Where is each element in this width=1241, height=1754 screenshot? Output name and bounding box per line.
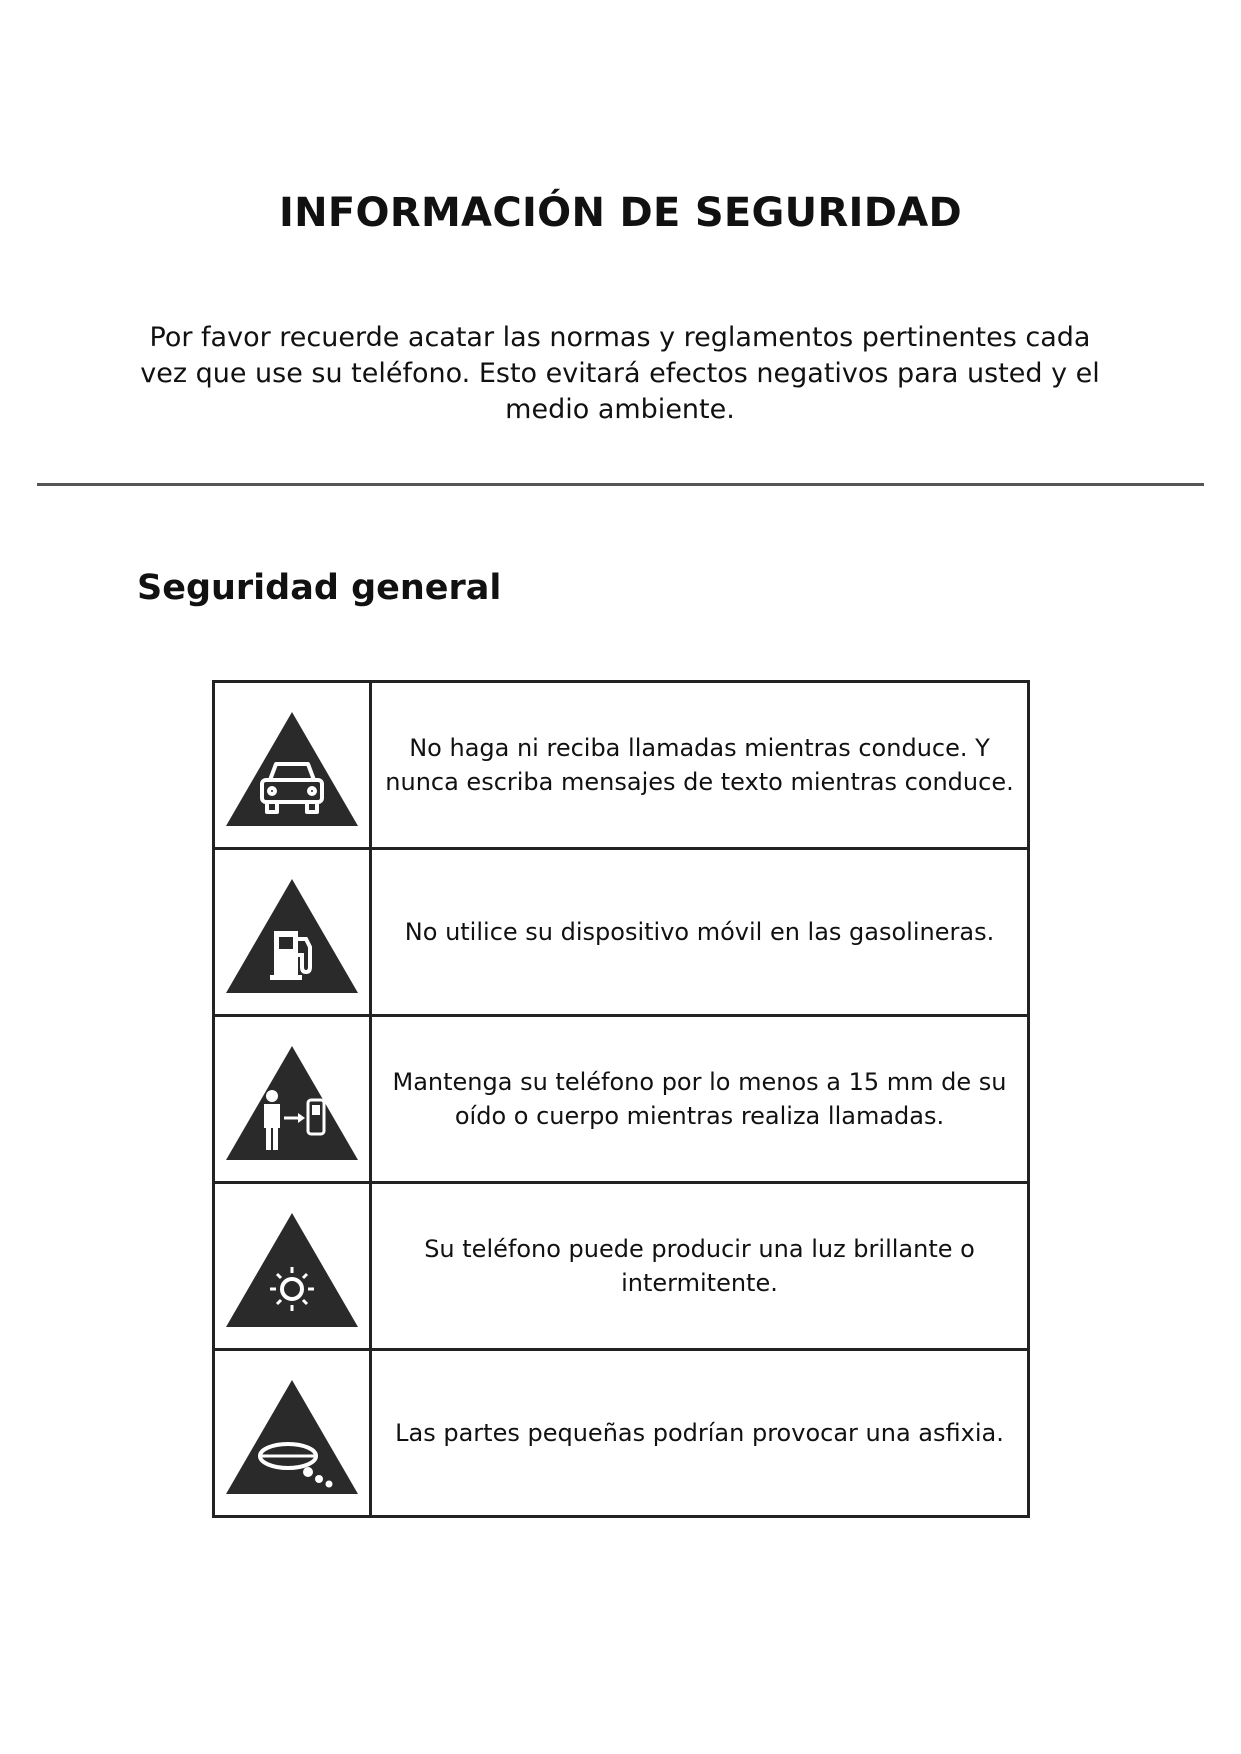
page-title: INFORMACIÓN DE SEGURIDAD [278,190,963,236]
icon-cell [214,1016,371,1183]
divider [37,483,1204,486]
bright-light-warning-icon [222,1209,362,1331]
table-row [214,849,1029,1016]
icon-cell [214,1350,371,1517]
table-row [214,1350,1029,1517]
table-row [214,682,1029,849]
phone-distance-warning-icon [222,1042,362,1164]
safety-text: Su teléfono puede producir una luz brillante o intermitente. [371,1183,1029,1350]
table-row [214,1183,1029,1350]
icon-cell [214,849,371,1016]
car-warning-icon [222,708,362,830]
safety-table [212,680,1030,1518]
choking-hazard-warning-icon [222,1376,362,1498]
intro-paragraph: Por favor recuerde acatar las normas y reglamentos pertinentes cada vez que use su teléfono. Esto evitará efectos negativos para usted y el medio ambiente. [140,322,1100,425]
safety-text: Las partes pequeñas podrían provocar una asfixia. [371,1350,1029,1517]
fuel-pump-warning-icon [222,875,362,997]
icon-cell [214,682,371,849]
safety-text: Mantenga su teléfono por lo menos a 15 mm de su oído o cuerpo mientras realiza llamadas. [371,1016,1029,1183]
table-row [214,1016,1029,1183]
section-title: Seguridad general [137,568,502,608]
icon-cell [214,1183,371,1350]
safety-text: No utilice su dispositivo móvil en las gasolineras. [371,849,1029,1016]
safety-text: No haga ni reciba llamadas mientras conduce. Y nunca escriba mensajes de texto mientras conduce. [371,682,1029,849]
